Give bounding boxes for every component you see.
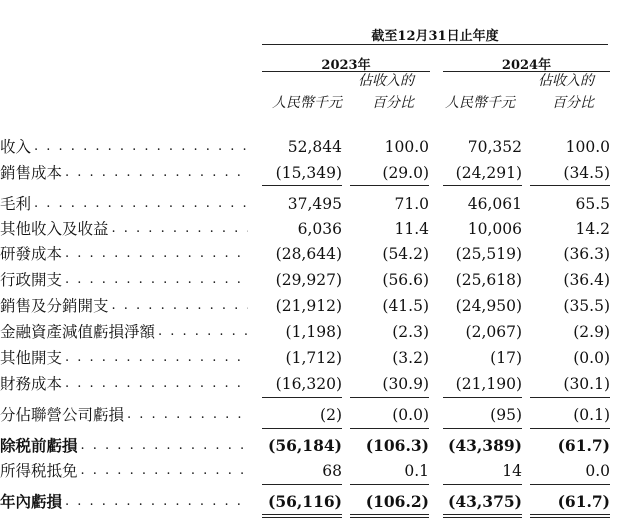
subtotal-rule	[443, 428, 522, 429]
table-row	[0, 372, 640, 396]
pct-2024: (30.1)	[563, 375, 610, 393]
subtotal-rule	[443, 185, 522, 186]
value-2023: (28,644)	[275, 245, 342, 263]
row-label: 所得税抵免	[0, 462, 78, 480]
pct-2023: (30.9)	[382, 375, 429, 393]
pct-2024: (0.1)	[573, 406, 610, 424]
subtotal-rule	[262, 484, 342, 485]
table-row	[0, 161, 640, 185]
value-2024: 14	[502, 462, 522, 480]
subtotal-rule	[443, 484, 522, 485]
value-2024: (95)	[490, 406, 522, 424]
value-2023: (56,184)	[268, 436, 342, 455]
total-double-rule	[530, 514, 610, 518]
value-2024: (21,190)	[455, 375, 522, 393]
pct-2024: (61.7)	[557, 492, 610, 511]
total-double-rule	[262, 514, 342, 518]
row-label: 分佔聯營公司虧損	[0, 406, 125, 424]
value-2024: (24,950)	[455, 297, 522, 315]
row-label: 其他收入及收益	[0, 220, 109, 238]
pct-2023: 0.1	[404, 462, 429, 480]
value-2023: (21,912)	[275, 297, 342, 315]
year-2023: 2023年	[321, 58, 371, 73]
year-2024: 2024年	[501, 58, 552, 73]
table-row	[0, 490, 640, 514]
table-row	[0, 346, 640, 370]
table-row	[0, 217, 640, 241]
pct-2024: 65.5	[575, 195, 610, 213]
pct-2024: 14.2	[575, 220, 610, 238]
value-2024: (24,291)	[455, 164, 522, 182]
row-label: 財務成本	[0, 375, 63, 393]
table-row	[0, 459, 640, 483]
col-pct-2023-line2: 百分比	[372, 95, 414, 111]
col-pct-2024-line2: 百分比	[552, 95, 594, 111]
row-label: 銷售成本	[0, 164, 63, 182]
value-2024: (43,389)	[448, 436, 522, 455]
value-2023: 68	[322, 462, 342, 480]
row-label: 銷售及分銷開支	[0, 297, 109, 315]
table-row	[0, 242, 640, 266]
pct-2023: 11.4	[394, 220, 429, 238]
col-pct-2024-line1: 佔收入的	[538, 73, 594, 89]
table-row	[0, 434, 640, 458]
subtotal-rule	[350, 185, 429, 186]
value-2023: (15,349)	[275, 164, 342, 182]
pct-2023: (29.0)	[382, 164, 429, 182]
table-row	[0, 294, 640, 318]
pct-2024: (61.7)	[557, 436, 610, 455]
row-label: 年內虧損	[0, 492, 63, 511]
subtotal-rule	[350, 484, 429, 485]
value-2023: 6,036	[297, 220, 342, 238]
subtotal-rule	[530, 484, 610, 485]
value-2023: (2)	[320, 406, 342, 424]
value-2023: (1,712)	[285, 349, 342, 367]
subtotal-rule	[350, 428, 429, 429]
subtotal-rule	[262, 397, 342, 398]
table-row	[0, 403, 640, 427]
col-amount-2024: 人民幣千元	[445, 95, 515, 111]
col-pct-2023-line1: 佔收入的	[358, 73, 414, 89]
row-label: 毛利	[0, 195, 32, 213]
total-double-rule	[443, 514, 522, 518]
value-2023: (29,927)	[275, 271, 342, 289]
table-row	[0, 135, 640, 159]
pct-2023: (106.2)	[365, 492, 429, 511]
period-title: 截至12月31日止年度	[371, 29, 499, 44]
pct-2024: (2.9)	[573, 323, 610, 341]
total-double-rule	[350, 514, 429, 518]
value-2023: (1,198)	[285, 323, 342, 341]
value-2024: 70,352	[467, 138, 522, 156]
table-row	[0, 268, 640, 292]
table-row	[0, 320, 640, 344]
value-2024: 10,006	[467, 220, 522, 238]
pct-2023: (3.2)	[392, 349, 429, 367]
subtotal-rule	[530, 185, 610, 186]
subtotal-rule	[350, 397, 429, 398]
row-label: 行政開支	[0, 271, 63, 289]
value-2023: 52,844	[287, 138, 342, 156]
pct-2024: 100.0	[565, 138, 610, 156]
pct-2024: (0.0)	[573, 349, 610, 367]
pct-2024: (36.4)	[563, 271, 610, 289]
row-label: 研發成本	[0, 245, 63, 263]
value-2024: (25,519)	[455, 245, 522, 263]
pct-2023: 71.0	[394, 195, 429, 213]
pct-2024: (34.5)	[563, 164, 610, 182]
row-label: 其他開支	[0, 349, 63, 367]
pct-2024: (35.5)	[563, 297, 610, 315]
value-2024: (2,067)	[465, 323, 522, 341]
subtotal-rule	[262, 185, 342, 186]
table-row	[0, 192, 640, 216]
row-label: 收入	[0, 138, 32, 156]
subtotal-rule	[443, 397, 522, 398]
pct-2023: 100.0	[384, 138, 429, 156]
value-2024: (17)	[490, 349, 522, 367]
pct-2023: (54.2)	[382, 245, 429, 263]
pct-2024: (36.3)	[563, 245, 610, 263]
header-rule	[262, 44, 608, 45]
value-2024: (43,375)	[448, 492, 522, 511]
pct-2023: (0.0)	[392, 406, 429, 424]
value-2023: (16,320)	[275, 375, 342, 393]
pct-2023: (106.3)	[365, 436, 429, 455]
value-2023: 37,495	[287, 195, 342, 213]
value-2024: 46,061	[467, 195, 522, 213]
subtotal-rule	[530, 428, 610, 429]
pct-2024: 0.0	[585, 462, 610, 480]
value-2023: (56,116)	[268, 492, 342, 511]
col-amount-2023: 人民幣千元	[272, 95, 342, 111]
pct-2023: (2.3)	[392, 323, 429, 341]
pct-2023: (41.5)	[382, 297, 429, 315]
row-label: 除税前虧損	[0, 436, 78, 455]
pct-2023: (56.6)	[382, 271, 429, 289]
row-label: 金融資產減值虧損淨額	[0, 323, 156, 341]
subtotal-rule	[262, 428, 342, 429]
value-2024: (25,618)	[455, 271, 522, 289]
subtotal-rule	[530, 397, 610, 398]
